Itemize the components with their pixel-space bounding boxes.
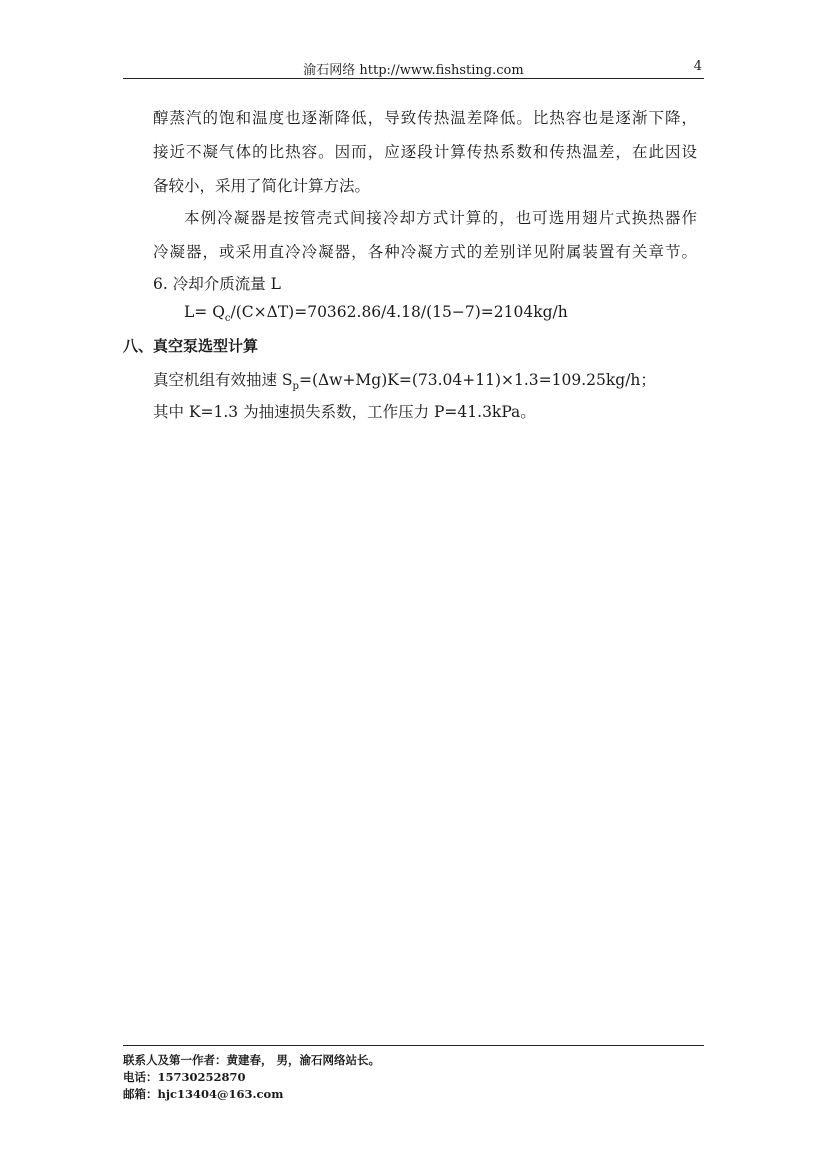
formula-part: L= Q: [184, 303, 225, 321]
footer-contact: 联系人及第一作者：黄建春， 男，渝石网络站长。: [123, 1053, 381, 1067]
formula-part: /(C×ΔT)=70362.86/4.18/(15−7)=2104kg/h: [230, 303, 568, 321]
formula-part: 真空机组有效抽速 S: [153, 371, 293, 389]
paragraph-line: 本例冷凝器是按管壳式间接冷却方式计算的，也可选用翅片式换热器作: [184, 209, 697, 227]
section-heading: 八、真空泵选型计算: [123, 337, 259, 355]
paragraph-line: 备较小，采用了简化计算方法。: [153, 177, 371, 195]
formula-subscript: p: [292, 381, 299, 393]
paragraph-line: 醇蒸汽的饱和温度也逐渐降低，导致传热温差降低。比热容也是逐渐下降，: [153, 109, 697, 127]
vacuum-speed-formula: [153, 368, 656, 392]
paragraph-line: 接近不凝气体的比热容。因而，应逐段计算传热系数和传热温差，在此因设: [153, 143, 697, 161]
page-header: [123, 58, 704, 79]
paragraph-line: 其中 K=1.3 为抽速损失系数，工作压力 P=41.3kPa。: [153, 403, 536, 421]
cooling-flow-formula: [184, 303, 568, 324]
formula-part: =(Δw+Mg)K=(73.04+11)×1.3=109.25kg/h；: [298, 371, 656, 389]
formula-subscript: c: [224, 313, 231, 325]
page-footer: [123, 1045, 704, 1103]
footer-phone: 电话：15730252870: [123, 1070, 246, 1084]
page-number: 4: [693, 59, 702, 74]
header-title: 渝石网络 http://www.fishsting.com: [303, 63, 524, 78]
footer-email: 邮箱：hjc13404@163.com: [123, 1087, 284, 1101]
paragraph-line: 冷凝器，或采用直冷冷凝器，各种冷凝方式的差别详见附属装置有关章节。: [153, 243, 697, 261]
list-item-6: 6. 冷却介质流量 L: [153, 275, 281, 293]
